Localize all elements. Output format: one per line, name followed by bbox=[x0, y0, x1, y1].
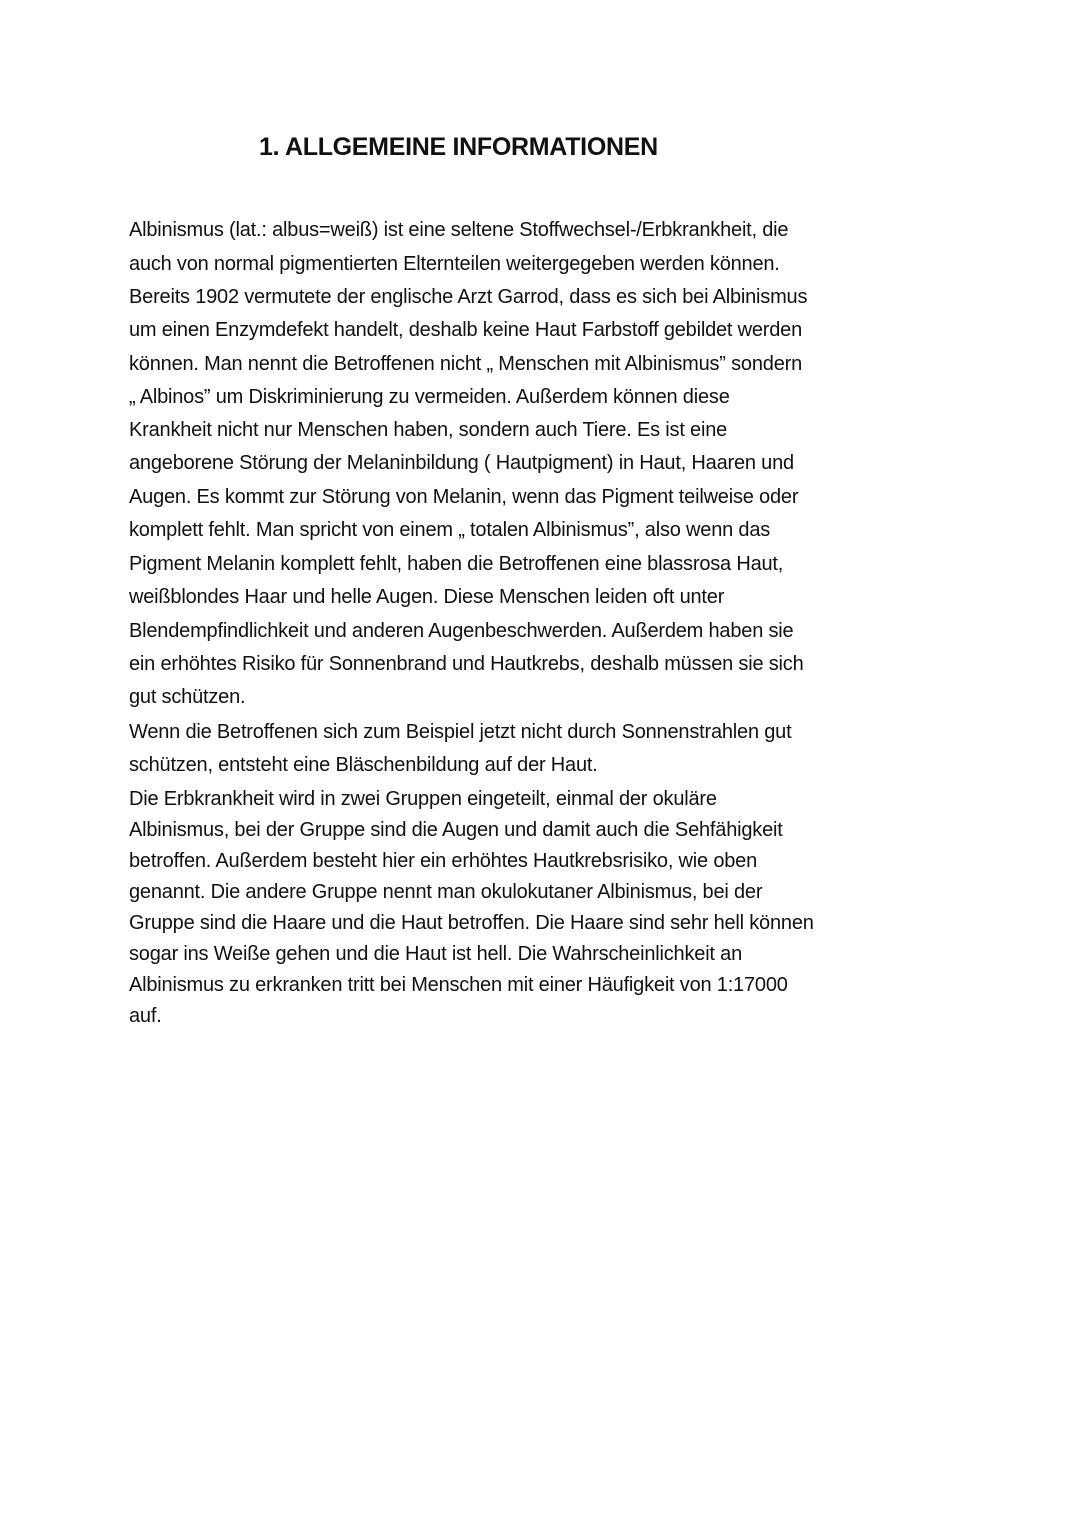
text-line: „ Albinos” um Diskriminierung zu vermeiden. Außerdem können diese bbox=[129, 386, 730, 408]
text-line: ein erhöhtes Risiko für Sonnenbrand und Hautkrebs, deshalb müssen sie sich bbox=[129, 653, 804, 675]
text-line: um einen Enzymdefekt handelt, deshalb keine Haut Farbstoff gebildet werden bbox=[129, 319, 803, 341]
text-line: Albinismus zu erkranken tritt bei Menschen mit einer Häufigkeit von 1:17000 bbox=[129, 974, 788, 996]
text-line: Gruppe sind die Haare und die Haut betroffen. Die Haare sind sehr hell können bbox=[129, 912, 814, 934]
text-line: auch von normal pigmentierten Elternteilen weitergegeben werden können. bbox=[129, 253, 780, 275]
text-line: angeborene Störung der Melaninbildung ( Hautpigment) in Haut, Haaren und bbox=[129, 452, 794, 474]
text-line: auf. bbox=[129, 1005, 162, 1027]
text-line: Albinismus, bei der Gruppe sind die Augen und damit auch die Sehfähigkeit bbox=[129, 819, 783, 841]
text-line: betroffen. Außerdem besteht hier ein erhöhtes Hautkrebsrisiko, wie oben bbox=[129, 850, 758, 872]
text-line: gut schützen. bbox=[129, 686, 246, 708]
text-line: Krankheit nicht nur Menschen haben, sondern auch Tiere. Es ist eine bbox=[129, 419, 728, 441]
text-line: können. Man nennt die Betroffenen nicht „ Menschen mit Albinismus” sondern bbox=[129, 353, 803, 375]
text-line: Wenn die Betroffenen sich zum Beispiel jetzt nicht durch Sonnenstrahlen gut bbox=[129, 721, 792, 743]
text-line: Bereits 1902 vermutete der englische Arzt Garrod, dass es sich bei Albinismus bbox=[129, 286, 808, 308]
section-heading: 1. ALLGEMEINE INFORMATIONEN bbox=[259, 133, 658, 161]
text-line: weißblondes Haar und helle Augen. Diese Menschen leiden oft unter bbox=[129, 586, 725, 608]
text-line: Augen. Es kommt zur Störung von Melanin, wenn das Pigment teilweise oder bbox=[129, 486, 799, 508]
text-line: genannt. Die andere Gruppe nennt man okulokutaner Albinismus, bei der bbox=[129, 881, 763, 903]
text-line: Pigment Melanin komplett fehlt, haben die Betroffenen eine blassrosa Haut, bbox=[129, 553, 784, 575]
text-line: schützen, entsteht eine Bläschenbildung auf der Haut. bbox=[129, 754, 598, 776]
text-line: Die Erbkrankheit wird in zwei Gruppen eingeteilt, einmal der okuläre bbox=[129, 788, 717, 810]
text-line: Blendempfindlichkeit und anderen Augenbeschwerden. Außerdem haben sie bbox=[129, 620, 794, 642]
text-line: sogar ins Weiße gehen und die Haut ist hell. Die Wahrscheinlichkeit an bbox=[129, 943, 742, 965]
text-line: Albinismus (lat.: albus=weiß) ist eine seltene Stoffwechsel-/Erbkrankheit, die bbox=[129, 219, 789, 241]
text-line: komplett fehlt. Man spricht von einem „ totalen Albinismus”, also wenn das bbox=[129, 519, 771, 541]
